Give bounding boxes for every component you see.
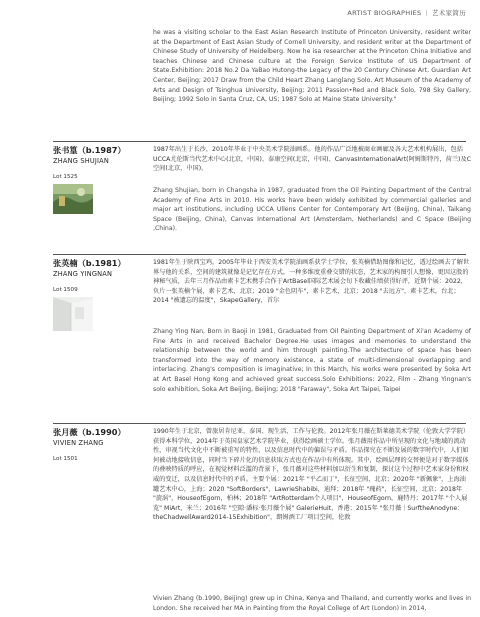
artist-name-cn: 张英楠（b.1981） — [53, 258, 126, 268]
artist-name-cn: 张书篁（b.1987） — [53, 145, 126, 155]
lot-number: Lot 1501 — [53, 456, 78, 462]
page-header — [347, 8, 466, 17]
divider — [53, 254, 466, 255]
artist-heading — [53, 427, 143, 462]
divider — [53, 423, 466, 424]
section-title-en: ARTIST BIOGRAPHIES — [347, 9, 422, 17]
artist-name-en: VIVIEN ZHANG — [53, 439, 104, 447]
artwork-thumbnail — [53, 297, 93, 331]
artwork-thumbnail — [53, 184, 93, 214]
artist-heading — [53, 258, 143, 293]
artist-bio-cn: 1990年生于北京，曾旅居肯尼亚、泰国、现生活、工作与伦敦。2012年张月薇在斯莱德美术学院（伦敦大学学院）获得本科学位，2014年于英国皇家艺术学院毕业，获得绘画硕士学位。张月薇用作品中所呈现的文化与地域的流动性，审视当代文化中不断被重写的特性，以及信息时代中的偏误与矛盾。作品探究在不断发展的数字时代中，人们如何被动地接收信息，同时当下碎片化的信息获取方式也在作品中有所体现。其中，绘画层理的交替便是对于数字媒体的叠映特质的呼应，在视觉材料泛滥的背景下，张月薇对这些材料加以衍生和复制，探讨这个过程中艺术家身份和权威的变迁，以及信息时代中的矛盾。主要个展：2021年 "平乙而丁"，长征空间，北京；2020年 "新佩象"，上海油罐艺术中心，上海；2020 "SoftBorders"，LawrieShabibi，迪拜；2018年 "瑰药"，长征空间，北京；2018年 "旋涡"，HouseofEgorn，柏林；2018年 "ArtRotterdam个人项目"，HouseofEgorn，鹿特丹；2017年 "个人展览" MiArt，米兰；2016年 "空隙·潘标·张月薇个展" GalerieHuit，香港；2015年 "张月薇｜SurftheAnodyne：theChadwellAward2014-15Exhibition"，朗姆酒工厂项目空间，伦敦 — [153, 428, 470, 522]
lot-number: Lot 1525 — [53, 174, 78, 180]
artist-bio-cn: 1981年生于陕西宝鸡，2005年毕业于西安美术学院油画系获学士学位，张英楠借助图像和记忆，透过绘画去了解世界与他的关系，空间的建筑就像是记忆存在方式，一种多维度重叠交错的状态，艺术家的构图引人想像，更因这股的神秘气质，去年三月作品由素卡艺术携手合作于ArtBasel国际艺术展会旬下收藏佳绩获得好评，近期个展：2022，负片一张英楠个展，素卡艺术，北京；2019 "金色阴车"，素卡艺术，北京；2018 "去远方"，素卡艺术，台北；2014 "被遗忘的温度"，SkapeGallery，首尔 — [153, 259, 470, 305]
artist-name-en: ZHANG SHUJIAN — [53, 157, 110, 165]
header-separator: | — [425, 9, 428, 17]
artist-heading — [53, 145, 143, 180]
divider — [53, 141, 466, 142]
artist-name-cn: 张月薇（b.1990） — [53, 427, 126, 437]
artist-bio-en: Zhang Ying Nan, Born in Baoji in 1981, Graduated from Oil Painting Department of Xi'an Academy of Fine Arts in and received Bachelor Degree.He uses images and memories to understand the relationship between the world and him through painting.The architecture of space has been transformed into the way of memory existence, a state of multi-dimensional overlapping and interlacing. Zhang's composition is imaginative; In this March, his works were presented by Soka Art at Art Basel Hong Kong and achieved great success.Solo Exhibitions: 2022, Film - Zhang Yingnan's solo exhibition, Soka Art Beijing, Beijing; 2018 "Faraway", Soka Art Taipei, Taipei — [153, 328, 471, 393]
artist-bio-en: Zhang Shujian, born in Changsha in 1987, graduated from the Oil Painting Department of the Central Academy of Fine Arts in 2010. His works have been widely exhibited by commercial galleries and major art institutions, including UCCA Ullens Center for Contemporary Art (Beijing, China), Taikang Space (Beijing, China), Canvas International Art (Amsterdam, Netherlands) and C Space (Beijing ,China). — [153, 187, 471, 233]
lot-number: Lot 1509 — [53, 287, 78, 293]
artist-bio-en: Vivien Zhang (b.1990, Beijing) grew up in China, Kenya and Thailand, and currently works and lives in London. She received her MA in Painting from the Royal College of Art (London) in 2014, — [153, 595, 471, 612]
intro-paragraph: he was a visiting scholar to the East Asian Research Institute of Princeton University, resident writer at the Department of East Asian Study of Cornell University, and resident writer at the Department of Chinese Study of University of Heidelberg. Now he isa researcher at the Princeton China Initiative and teaches Chinese and Chinese culture at the Foreign Service Institute of US Department of State.Exhibition: 2018 No.2 Da YaBao Hutong-the Legacy of the 20 Century Chinese Art, Guardian Art Center, Beijing; 2017 Draw from the Child Heart Zhang Langlang Solo, Art Museum of the Academy of Arts and Design of Tsinghua University, Beijing; 2011 Passion•Red and Black Solo, 798 Sky Gallery, Beijing; 1992 Solo in Santa Cruz, CA, US; 1987 Solo at Maine State University." — [153, 29, 471, 104]
artist-bio-cn: 1987年出生于长沙，2010年毕业于中央美术学院油画系。他的作品广泛地被商业画廊及各大艺术机构展出，包括UCCA尤伦斯当代艺术中心(北京，中国)、泰康空间(北京，中国)、CanvasInternationalArt(阿姆斯特丹，荷兰)及C空间(北京，中国)。 — [153, 146, 471, 173]
section-title-cn: 艺术家简历 — [432, 9, 466, 17]
artist-name-en: ZHANG YINGNAN — [53, 270, 113, 278]
